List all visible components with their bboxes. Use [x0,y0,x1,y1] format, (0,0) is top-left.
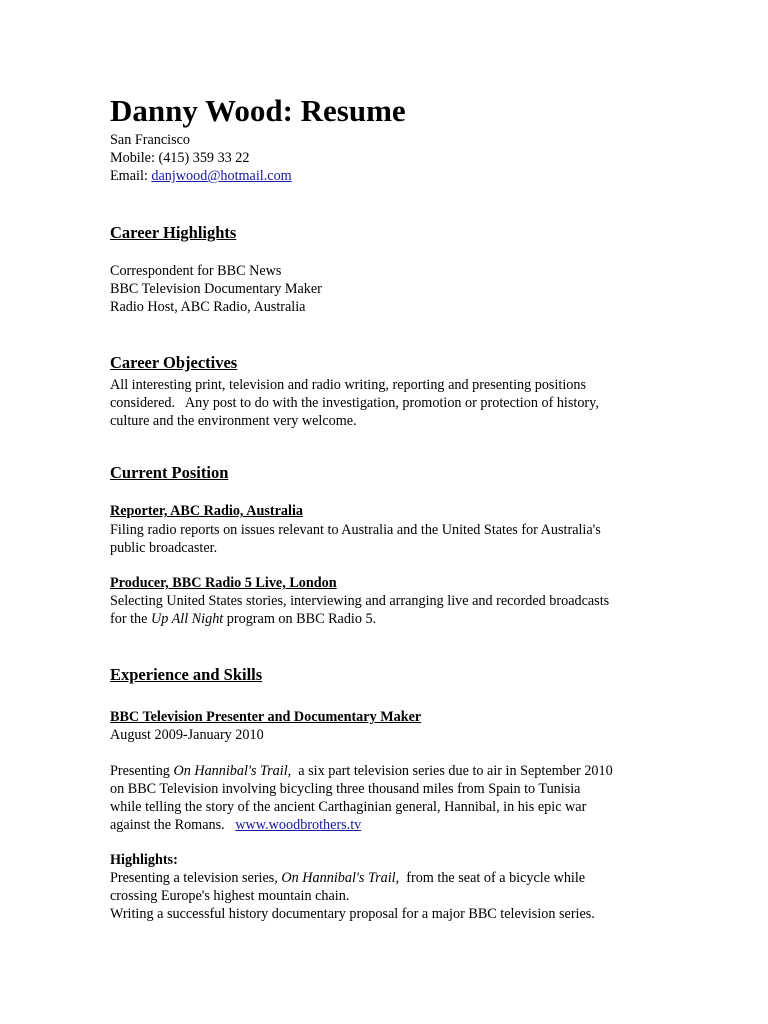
series-name: On Hannibal's Trail, [281,870,400,886]
objectives-text-line: All interesting print, television and radio writing, reporting and presenting positions [110,377,586,393]
role-description-line: on BBC Television involving bicycling three thousand miles from Spain to Tunisia [110,781,581,797]
role-text: against the Romans. [110,817,236,833]
email-line [110,167,292,185]
highlight-item: Correspondent for BBC News [110,263,282,279]
highlight-text: from the seat of a bicycle while [399,870,586,886]
experience-heading: Experience and Skills [110,665,263,684]
role-description-line: while telling the story of the ancient Carthaginian general, Hannibal, in his epic war [110,799,587,815]
city: San Francisco [110,132,190,148]
role-description-line [110,762,613,780]
email-label: Email: [110,168,148,184]
role-description-line [110,816,361,834]
role-text: a six part television series due to air in September 2010 [291,763,613,779]
page-title: Danny Wood: Resume [110,93,406,128]
highlight-item: Radio Host, ABC Radio, Australia [110,299,306,315]
career-highlights-heading: Career Highlights [110,223,237,242]
objectives-text-line: culture and the environment very welcome. [110,413,357,429]
job-text: for the [110,611,151,627]
highlights-label: Highlights: [110,852,178,868]
role-title: BBC Television Presenter and Documentary Maker [110,709,422,725]
role-dates: August 2009-January 2010 [110,727,264,743]
job-title-bbc: Producer, BBC Radio 5 Live, London [110,575,337,591]
job-description-line [110,610,376,628]
highlight-item: BBC Television Documentary Maker [110,281,322,297]
role-text: Presenting [110,763,174,779]
job-text: program on BBC Radio 5. [223,611,377,627]
current-position-heading: Current Position [110,463,229,482]
highlight-line [110,869,585,887]
highlight-line: crossing Europe's highest mountain chain. [110,888,350,904]
job-description-line: Selecting United States stories, interviewing and arranging live and recorded broadcasts [110,593,610,609]
career-objectives-heading: Career Objectives [110,353,238,372]
highlight-text: Presenting a television series, [110,870,282,886]
email-link[interactable]: danjwood@hotmail.com [151,168,292,184]
website-link[interactable]: www.woodbrothers.tv [235,817,362,833]
job-description-line: public broadcaster. [110,540,218,556]
mobile-number: Mobile: (415) 359 33 22 [110,150,250,166]
program-name: Up All Night [150,611,224,627]
objectives-text-line: considered. Any post to do with the investigation, promotion or protection of history, [110,395,599,411]
job-description-line: Filing radio reports on issues relevant to Australia and the United States for Australia's [110,522,601,538]
series-name: On Hannibal's Trail, [173,763,292,779]
highlight-line: Writing a successful history documentary proposal for a major BBC television series. [110,906,595,922]
job-title-abc: Reporter, ABC Radio, Australia [110,503,303,519]
